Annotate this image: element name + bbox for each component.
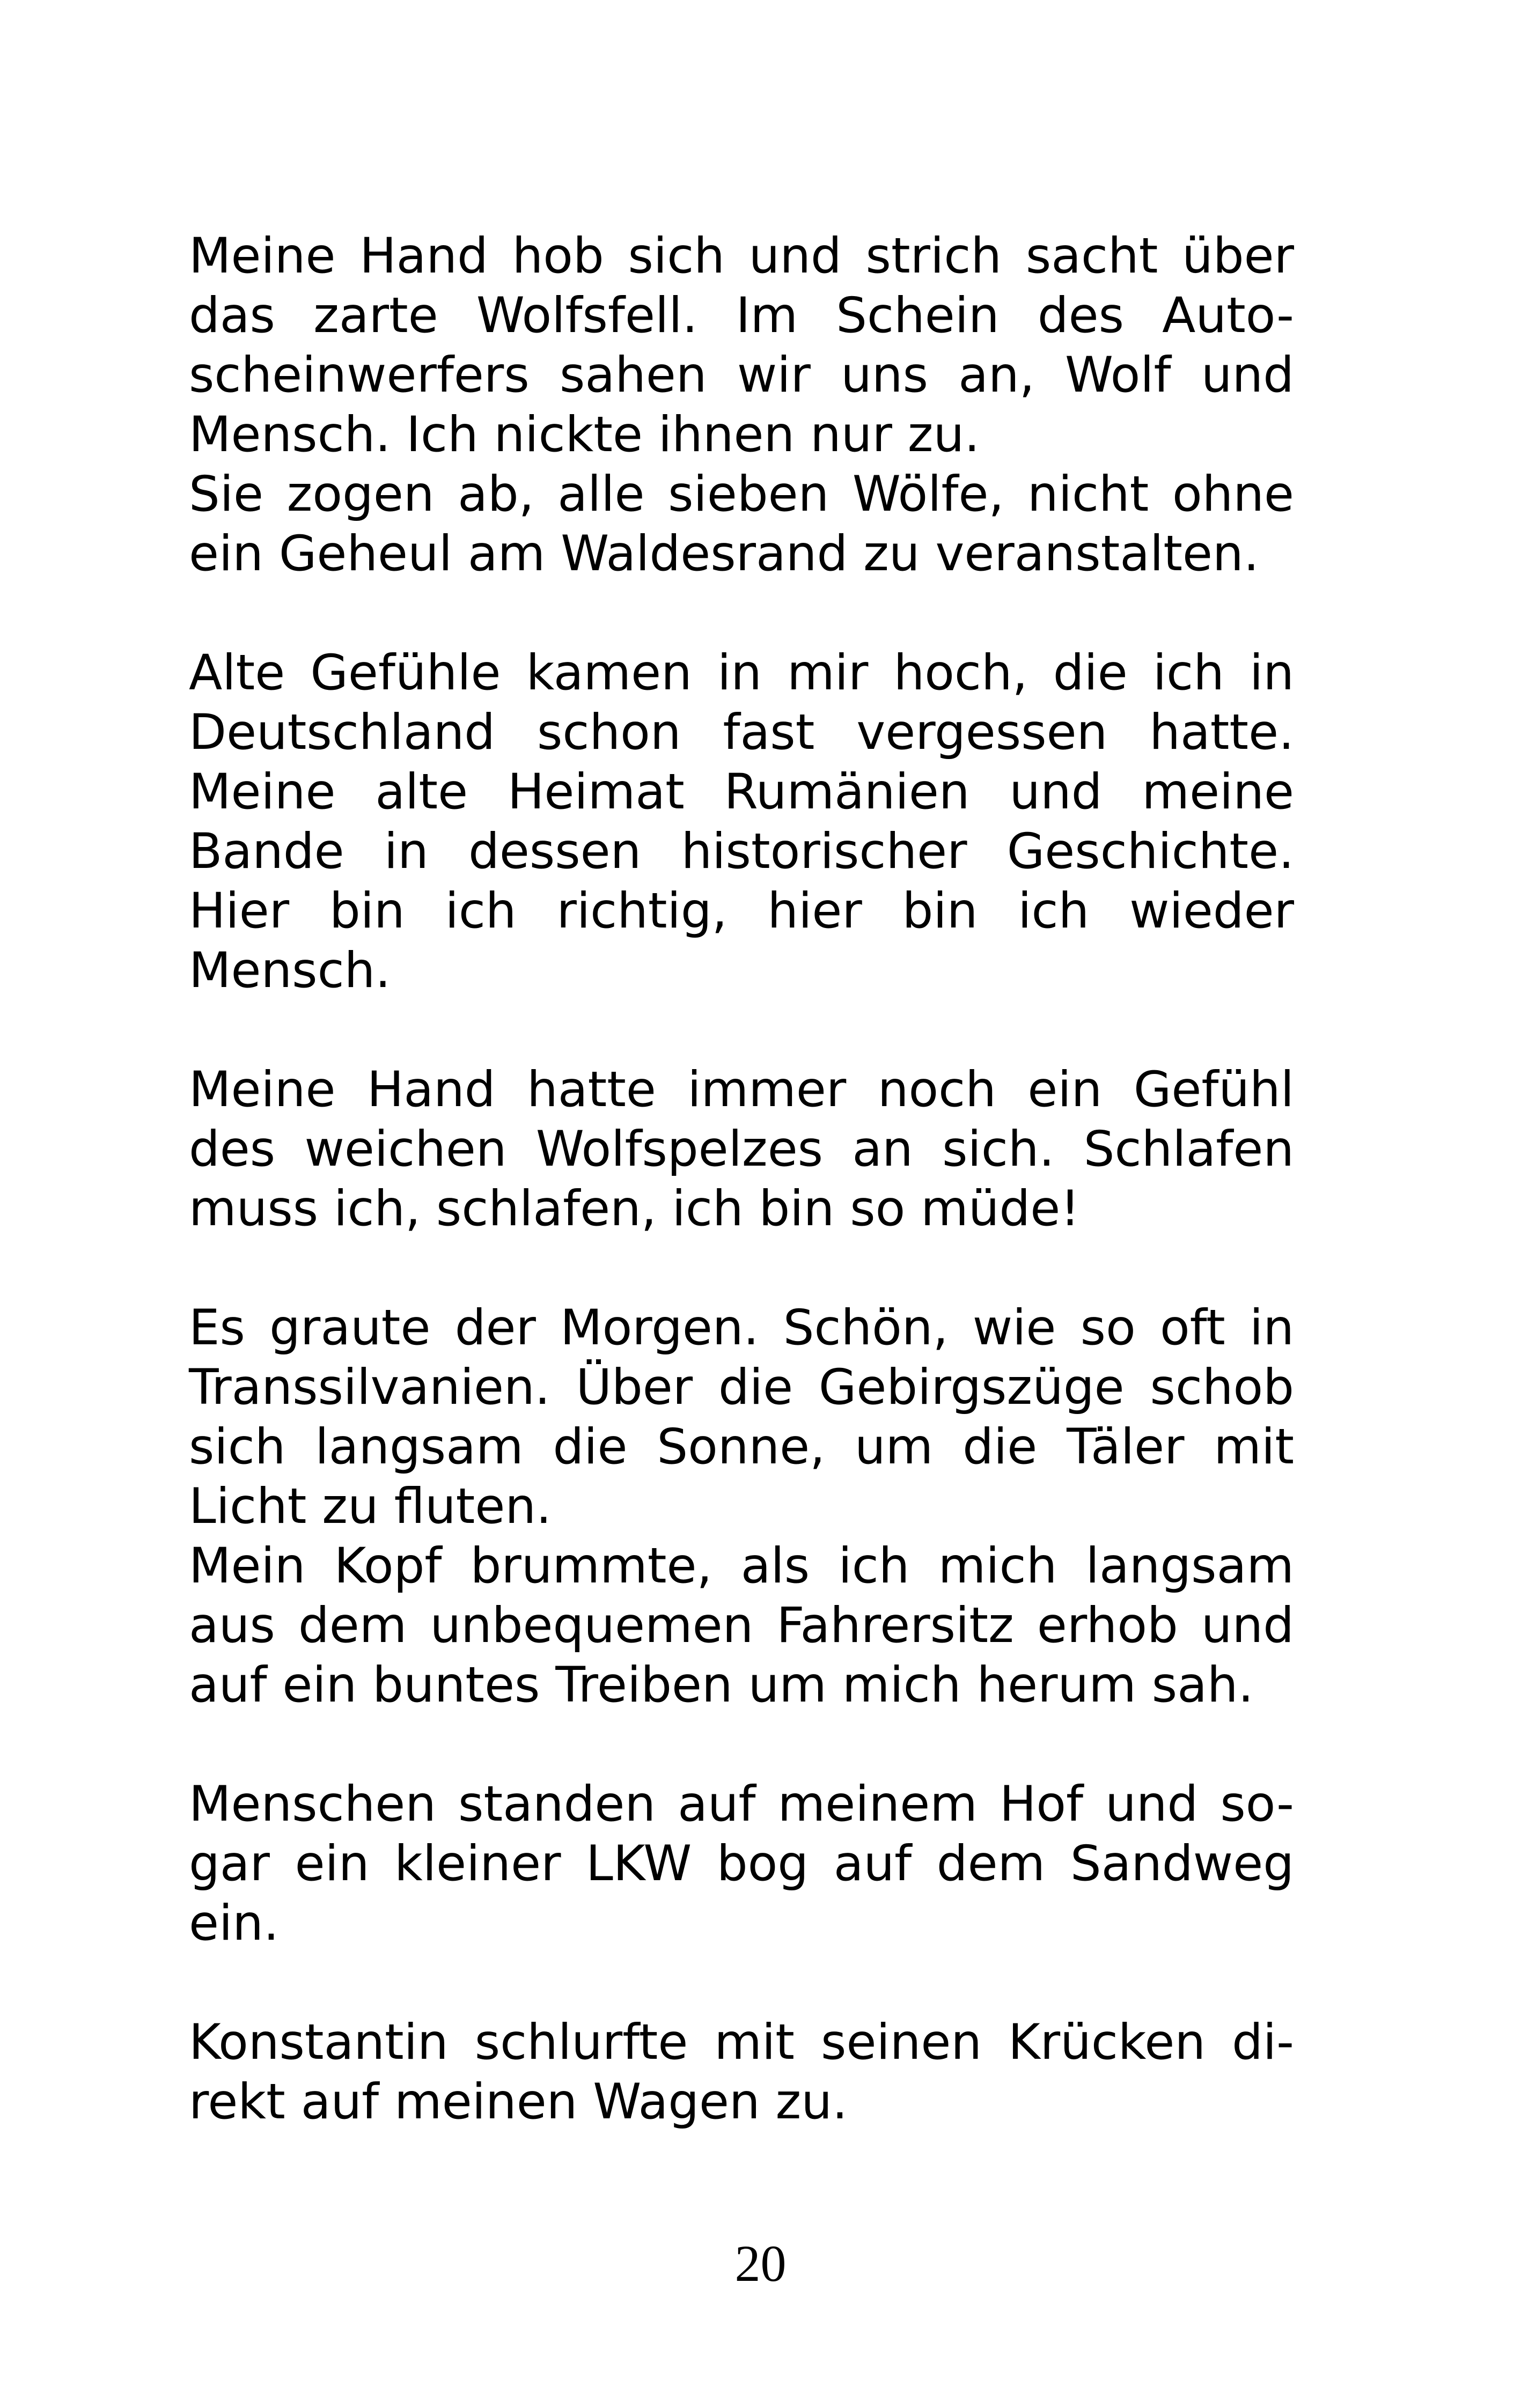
text-line: scheinwerfers sahen wir uns an, Wolf und: [189, 347, 1294, 403]
text-line: ein.: [189, 1895, 279, 1952]
paragraph-gap: [189, 1239, 1294, 1298]
text-line: Es graute der Morgen. Schön, wie so oft in: [189, 1300, 1294, 1356]
text-line: rekt auf meinen Wagen zu.: [189, 2074, 848, 2130]
paragraph-gap: [189, 584, 1294, 643]
text-line: Menschen standen auf meinem Hof und so-: [189, 1776, 1294, 1832]
paragraph-gap: [189, 1000, 1294, 1060]
text-line: Licht zu fluten.: [189, 1478, 552, 1535]
paragraph-4: [189, 1298, 1294, 1715]
text-line: des weichen Wolfspelzes an sich. Schlafen: [189, 1121, 1294, 1177]
paragraph-2: [189, 643, 1294, 1000]
text-line: Transsilvanien. Über die Gebirgszüge schob: [189, 1359, 1294, 1416]
text-line: aus dem unbequemen Fahrersitz erhob und: [189, 1597, 1294, 1654]
text-line: Mensch. Ich nickte ihnen nur zu.: [189, 407, 980, 463]
paragraph-3: [189, 1060, 1294, 1239]
paragraph-gap: [189, 1953, 1294, 2013]
text-line: Alte Gefühle kamen in mir hoch, die ich in: [189, 645, 1294, 701]
text-line: Meine alte Heimat Rumänien und meine: [189, 764, 1294, 820]
paragraph-gap: [189, 1715, 1294, 1774]
body-text: [189, 226, 1294, 2132]
text-line: Konstantin schlurfte mit seinen Krücken di-: [189, 2014, 1294, 2071]
text-line: Meine Hand hatte immer noch ein Gefühl: [189, 1062, 1294, 1118]
text-line: sich langsam die Sonne, um die Täler mit: [189, 1419, 1294, 1475]
text-line: Meine Hand hob sich und strich sacht über: [189, 228, 1294, 284]
text-line: Hier bin ich richtig, hier bin ich wieder: [189, 883, 1294, 939]
paragraph-1: [189, 226, 1294, 584]
text-line: auf ein buntes Treiben um mich herum sah.: [189, 1657, 1254, 1713]
text-line: gar ein kleiner LKW bog auf dem Sandweg: [189, 1836, 1294, 1892]
text-line: Mensch.: [189, 942, 391, 999]
text-line: Sie zogen ab, alle sieben Wölfe, nicht ohne: [189, 466, 1294, 522]
text-line: ein Geheul am Waldesrand zu veranstalten.: [189, 526, 1259, 582]
text-line: das zarte Wolfsfell. Im Schein des Auto-: [189, 288, 1294, 344]
text-line: Bande in dessen historischer Geschichte.: [189, 823, 1294, 880]
paragraph-5: [189, 1774, 1294, 1953]
text-line: Deutschland schon fast vergessen hatte.: [189, 704, 1294, 761]
text-line: Mein Kopf brummte, als ich mich langsam: [189, 1538, 1294, 1594]
page-number: 20: [734, 2235, 787, 2292]
text-line: muss ich, schlafen, ich bin so müde!: [189, 1181, 1080, 1237]
paragraph-6: [189, 2013, 1294, 2132]
